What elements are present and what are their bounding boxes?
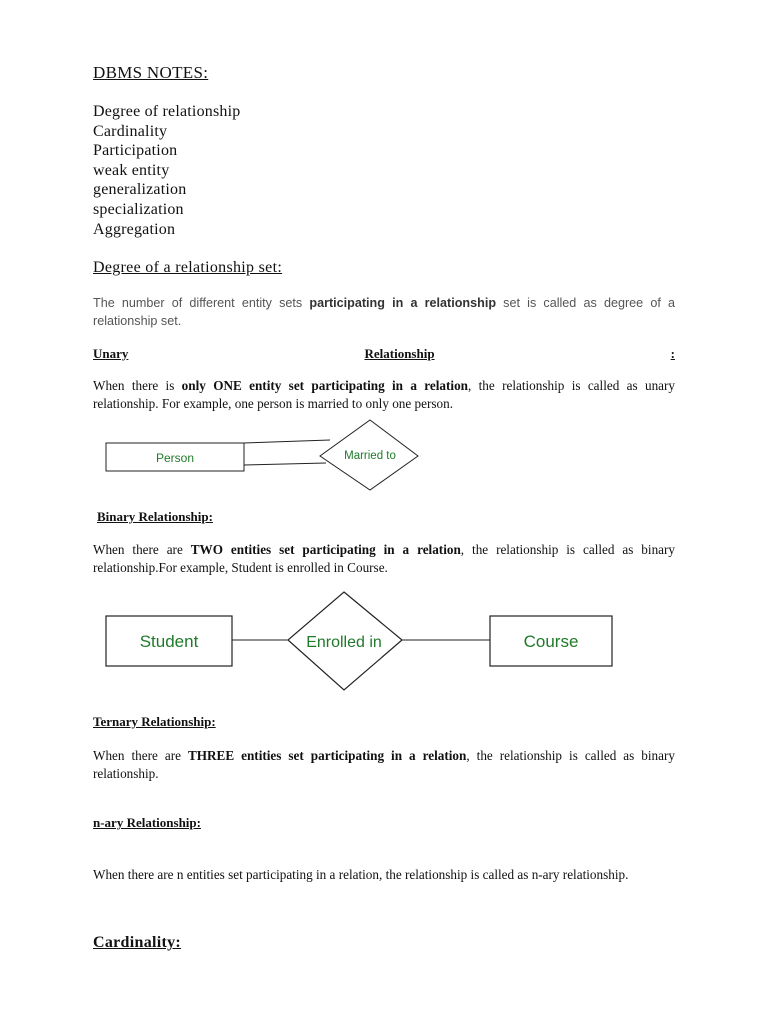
topic-item: generalization: [93, 181, 187, 199]
topic-item: Cardinality: [93, 122, 168, 140]
person-entity-label: Person: [155, 451, 195, 465]
ternary-text-post: , the relationship is called as binary relationship.: [93, 748, 675, 781]
topic-item: specialization: [93, 200, 184, 218]
binary-diagram: [100, 588, 620, 696]
binary-text: [93, 541, 675, 577]
degree-intro-post: set is called as degree of a relationship set.: [93, 296, 675, 328]
ternary-text: [93, 747, 675, 783]
enrolled-relation-label: Enrolled in: [306, 634, 382, 651]
ternary-text-pre: When there are: [93, 748, 188, 763]
student-entity-label: Student: [139, 632, 199, 651]
unary-heading-colon: :: [670, 346, 675, 361]
degree-heading: Degree of a relationship set:: [93, 259, 283, 276]
binary-text-post: , the relationship is called as binary relationship.For example, Student is enrolled in Course.: [93, 542, 675, 575]
unary-heading-word: Relationship: [364, 346, 435, 361]
unary-heading: [93, 346, 675, 362]
ternary-heading: Ternary Relationship:: [93, 714, 216, 729]
unary-text-post: , the relationship is called as unary relationship. For example, one person is married to only one person.: [93, 378, 676, 411]
ternary-text-bold: THREE entities set participating in a relation: [187, 748, 467, 763]
unary-text-pre: When there is: [93, 378, 182, 393]
cardinality-heading: Cardinality:: [93, 934, 182, 951]
topic-item: Participation: [93, 142, 178, 160]
unary-heading-word: Unary: [93, 346, 129, 361]
nary-heading: n-ary Relationship:: [93, 815, 201, 830]
link-line-top: [244, 440, 330, 443]
topic-item: Degree of relationship: [93, 103, 241, 120]
unary-text-bold: only ONE entity set participating in a relation: [181, 378, 468, 393]
degree-intro-pre: The number of different entity sets: [93, 296, 310, 310]
binary-text-pre: When there are: [93, 542, 191, 557]
binary-heading: Binary Relationship:: [97, 509, 213, 524]
unary-text: [93, 377, 675, 413]
married-relation-label: Married to: [344, 450, 396, 462]
link-line-bottom: [244, 463, 326, 465]
topic-item: weak entity: [93, 161, 170, 179]
degree-intro-bold: participating in a relationship: [309, 296, 497, 310]
topic-list: [93, 102, 240, 239]
course-entity-label: Course: [523, 632, 579, 651]
page-title: DBMS NOTES:: [93, 63, 209, 82]
degree-intro: [93, 294, 675, 330]
nary-text: When there are n entities set participating in a relation, the relationship is called as n-ary relationship.: [93, 867, 629, 882]
topic-item: Aggregation: [93, 220, 176, 238]
binary-text-bold: TWO entities set participating in a relation: [190, 542, 461, 557]
unary-diagram: [100, 416, 430, 496]
